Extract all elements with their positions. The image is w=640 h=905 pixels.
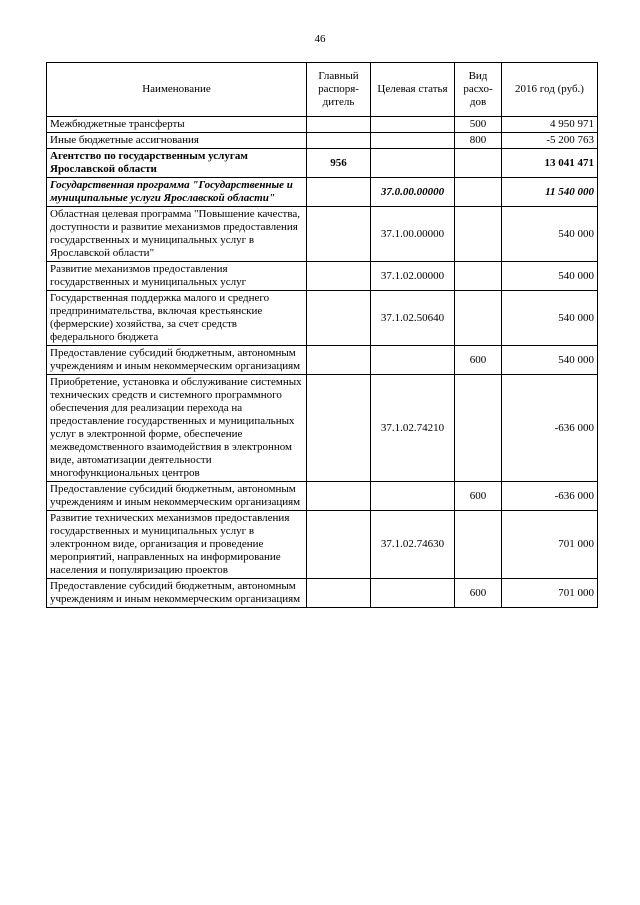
cell-sum: 701 000 [502, 579, 598, 608]
table-row [47, 346, 598, 375]
cell-sum: -5 200 763 [502, 133, 598, 149]
cell-name: Государственная программа "Государственные и муниципальные услуги Ярославской области" [47, 178, 307, 207]
table-row [47, 511, 598, 579]
cell-admin [307, 579, 371, 608]
cell-target: 37.0.00.00000 [371, 178, 455, 207]
cell-sum: 701 000 [502, 511, 598, 579]
cell-admin [307, 117, 371, 133]
table-row [47, 207, 598, 262]
table-row [47, 149, 598, 178]
cell-admin [307, 133, 371, 149]
header-type: Вид расхо-дов [455, 63, 502, 117]
cell-sum: 4 950 971 [502, 117, 598, 133]
cell-sum: 13 041 471 [502, 149, 598, 178]
cell-type: 600 [455, 579, 502, 608]
cell-sum: 540 000 [502, 291, 598, 346]
cell-name: Областная целевая программа "Повышение качества, доступности и развитие механизмов предоставления государственных и муниципальных услуг в Ярославской области" [47, 207, 307, 262]
budget-table [46, 62, 598, 608]
cell-admin [307, 291, 371, 346]
cell-type: 600 [455, 482, 502, 511]
cell-target [371, 133, 455, 149]
cell-target: 37.1.02.50640 [371, 291, 455, 346]
cell-name: Агентство по государственным услугам Ярославской области [47, 149, 307, 178]
table-row [47, 579, 598, 608]
cell-type [455, 178, 502, 207]
table-row [47, 291, 598, 346]
cell-target: 37.1.02.74210 [371, 375, 455, 482]
cell-target: 37.1.00.00000 [371, 207, 455, 262]
cell-sum: 540 000 [502, 262, 598, 291]
header-target: Целевая статья [371, 63, 455, 117]
cell-name: Иные бюджетные ассигнования [47, 133, 307, 149]
cell-type [455, 207, 502, 262]
table-body [47, 117, 598, 608]
cell-name: Государственная поддержка малого и среднего предпринимательства, включая крестьянские (фермерские) хозяйства, за счет средств федерального бюджета [47, 291, 307, 346]
cell-admin [307, 207, 371, 262]
cell-type [455, 291, 502, 346]
cell-target [371, 117, 455, 133]
cell-target [371, 579, 455, 608]
cell-name: Развитие механизмов предоставления государственных и муниципальных услуг [47, 262, 307, 291]
cell-name: Межбюджетные трансферты [47, 117, 307, 133]
cell-type [455, 511, 502, 579]
cell-type: 800 [455, 133, 502, 149]
table-row [47, 178, 598, 207]
cell-admin [307, 262, 371, 291]
cell-name: Приобретение, установка и обслуживание системных технических средств и системного программного обеспечения для реализации перехода на предоставление государственных и муниципальных услуг в электронной форме, обеспечение межведомственного взаимодействия в электронном виде, автоматизации деятельности многофункциональных центров [47, 375, 307, 482]
cell-type [455, 375, 502, 482]
table-row [47, 262, 598, 291]
cell-name: Предоставление субсидий бюджетным, автономным учреждениям и иным некоммерческим организациям [47, 346, 307, 375]
cell-admin [307, 346, 371, 375]
cell-target: 37.1.02.74630 [371, 511, 455, 579]
cell-type: 600 [455, 346, 502, 375]
cell-sum: 540 000 [502, 346, 598, 375]
cell-target [371, 482, 455, 511]
table-row [47, 133, 598, 149]
cell-name: Развитие технических механизмов предоставления государственных и муниципальных услуг в электронном виде, организация и проведение мероприятий, направленных на информирование населения и популяризацию проектов [47, 511, 307, 579]
cell-type: 500 [455, 117, 502, 133]
cell-type [455, 262, 502, 291]
table-row [47, 117, 598, 133]
header-sum: 2016 год (руб.) [502, 63, 598, 117]
table-row [47, 482, 598, 511]
cell-admin [307, 178, 371, 207]
cell-target [371, 149, 455, 178]
cell-admin [307, 375, 371, 482]
cell-admin [307, 482, 371, 511]
cell-sum: 540 000 [502, 207, 598, 262]
cell-name: Предоставление субсидий бюджетным, автономным учреждениям и иным некоммерческим организациям [47, 579, 307, 608]
header-name: Наименование [47, 63, 307, 117]
cell-target: 37.1.02.00000 [371, 262, 455, 291]
header-admin: Главный распоря-дитель [307, 63, 371, 117]
cell-sum: -636 000 [502, 375, 598, 482]
cell-admin [307, 511, 371, 579]
cell-sum: -636 000 [502, 482, 598, 511]
cell-type [455, 149, 502, 178]
cell-sum: 11 540 000 [502, 178, 598, 207]
table-row [47, 375, 598, 482]
table-header [47, 63, 598, 117]
cell-admin: 956 [307, 149, 371, 178]
cell-target [371, 346, 455, 375]
page-number: 46 [314, 33, 326, 45]
cell-name: Предоставление субсидий бюджетным, автономным учреждениям и иным некоммерческим организациям [47, 482, 307, 511]
